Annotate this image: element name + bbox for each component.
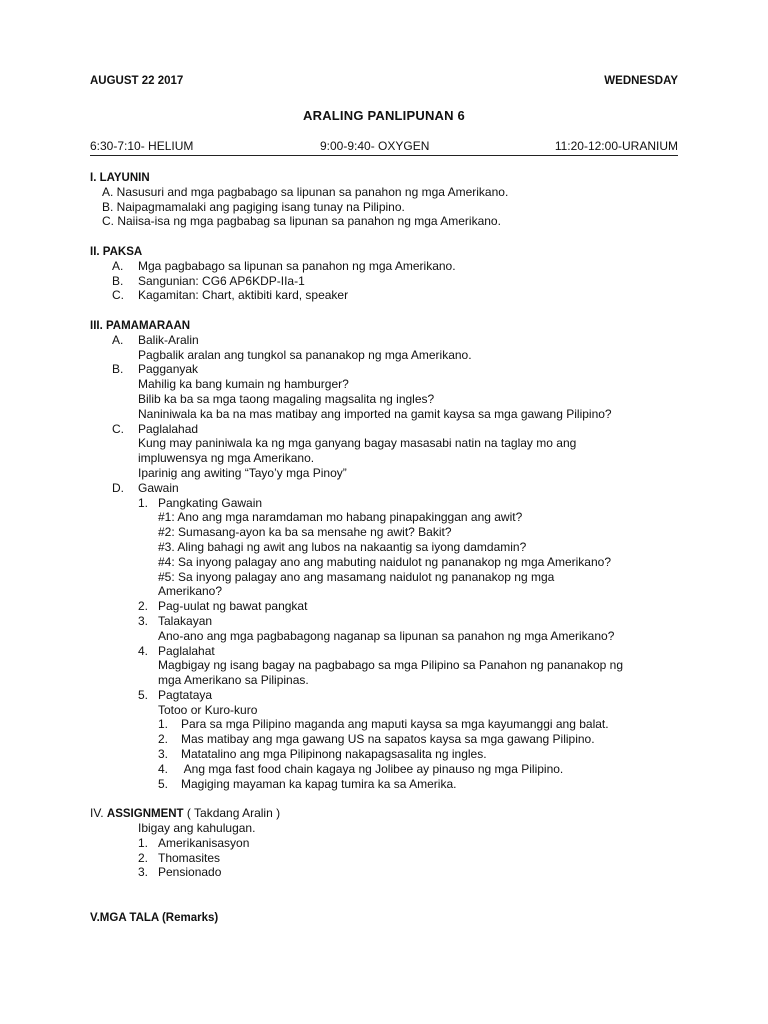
line-text: B. Naipagmamalaki ang pagiging isang tunay na Pilipino. (102, 199, 405, 214)
content-line (90, 451, 690, 466)
content-line (90, 865, 690, 880)
content-line (90, 821, 690, 836)
list-marker: 4. (158, 761, 169, 776)
content-line (90, 259, 690, 274)
line-text: Pensionado (158, 865, 222, 880)
line-text: Pagbalik aralan ang tungkol sa pananakop ng mga Amerikano. (138, 347, 472, 362)
content-line (90, 185, 690, 200)
content-line (90, 422, 690, 437)
section-heading (90, 170, 690, 185)
content-line (90, 732, 690, 747)
line-text: A. Nasusuri and mga pagbabago sa lipunan sa panahon ng mga Amerikano. (102, 184, 509, 199)
line-text: III. PAMAMARAAN (90, 319, 191, 332)
list-marker: 3. (158, 747, 169, 762)
list-marker: B. (112, 362, 124, 377)
line-text: Kung may paniniwala ka ng mga ganyang bagay masasabi natin na taglay mo ang (138, 436, 577, 451)
content-line (90, 436, 690, 451)
line-text: C. Naiisa-isa ng mga pagbabag sa lipunan sa panahon ng mga Amerikano. (102, 214, 501, 229)
line-text: #5: Sa inyong palagay ano ang masamang naidulot ng pananakop ng mga (158, 569, 555, 584)
content-line (90, 496, 690, 511)
section-heading: ASSIGNMENT (106, 808, 184, 821)
line-text: V.MGA TALA (Remarks) (90, 911, 219, 924)
content-line (90, 481, 690, 496)
content-line (90, 644, 690, 659)
day-label: WEDNESDAY (604, 75, 678, 87)
lesson-content (90, 170, 690, 925)
content-line (90, 599, 690, 614)
blank-line (90, 880, 690, 895)
content-line (90, 570, 690, 585)
line-text: Para sa mga Pilipino maganda ang maputi kaysa sa mga kayumanggi ang balat. (181, 717, 609, 732)
list-marker: C. (112, 288, 124, 303)
line-text: Talakayan (158, 613, 213, 628)
content-line (90, 362, 690, 377)
line-text: Ano-ano ang mga pagbabagong naganap sa lipunan sa panahon ng mga Amerikano? (158, 628, 615, 643)
blank-line (90, 229, 690, 244)
line-text: #2: Sumasang-ayon ka ba sa mensahe ng awit? Bakit? (158, 525, 452, 540)
line-text: II. PAKSA (90, 245, 143, 258)
content-line (90, 836, 690, 851)
list-marker: 1. (138, 495, 149, 510)
content-line (90, 555, 690, 570)
line-text: Amerikanisasyon (158, 835, 250, 850)
line-text: Bilib ka ba sa mga taong magaling magsalita ng ingles? (138, 391, 435, 406)
line-text: Mga pagbabago sa lipunan sa panahon ng mga Amerikano. (138, 258, 456, 273)
content-line (90, 525, 690, 540)
line-text: Pangkating Gawain (158, 495, 263, 510)
content-line (90, 673, 690, 688)
list-marker: D. (112, 480, 124, 495)
content-line (90, 777, 690, 792)
section-suffix: ( Takdang Aralin ) (183, 806, 281, 821)
line-text: Mahilig ka bang kumain ng hamburger? (138, 377, 349, 392)
list-marker: 1. (138, 835, 149, 850)
line-text: Magbigay ng isang bagay na pagbabago sa mga Pilipino sa Panahon ng pananakop ng (158, 658, 624, 673)
line-text: Amerikano? (158, 584, 223, 599)
list-marker: 3. (138, 613, 149, 628)
content-line (90, 717, 690, 732)
schedule-slot: 11:20-12:00-URANIUM (554, 139, 678, 153)
content-line (90, 214, 690, 229)
content-line (90, 806, 690, 821)
line-text: Thomasites (158, 850, 221, 865)
content-line (90, 288, 690, 303)
page-title: ARALING PANLIPUNAN 6 (303, 108, 465, 123)
content-line (90, 762, 690, 777)
content-line (90, 851, 690, 866)
content-line (90, 688, 690, 703)
content-line (90, 747, 690, 762)
section-heading (90, 910, 690, 925)
list-marker: 4. (138, 643, 149, 658)
list-marker: C. (112, 421, 124, 436)
content-line (90, 377, 690, 392)
blank-line (90, 895, 690, 910)
line-text: Matatalino ang mga Pilipinong nakapagsasalita ng ingles. (181, 747, 487, 762)
line-text: Iparinig ang awiting “Tayo’y mga Pinoy” (138, 465, 347, 480)
line-text: Mas matibay ang mga gawang US na sapatos kaysa sa mga gawang Pilipino. (181, 732, 595, 747)
list-marker: 2. (158, 732, 169, 747)
list-marker: 5. (138, 687, 149, 702)
line-text: mga Amerikano sa Pilipinas. (158, 673, 309, 688)
list-marker: 3. (138, 865, 149, 880)
line-text: Paglalahad (138, 421, 199, 436)
content-line (90, 584, 690, 599)
list-marker: A. (112, 258, 124, 273)
line-text: Pagganyak (138, 362, 199, 377)
line-text: impluwensya ng mga Amerikano. (138, 451, 315, 466)
line-text: #1: Ano ang mga naramdaman mo habang pinapakinggan ang awit? (158, 510, 523, 525)
line-text: Sangunian: CG6 AP6KDP-IIa-1 (138, 273, 305, 288)
blank-line (90, 791, 690, 806)
list-marker: 5. (158, 776, 169, 791)
content-line (90, 466, 690, 481)
line-text: Magiging mayaman ka kapag tumira ka sa Amerika. (181, 776, 457, 791)
section-heading (90, 244, 690, 259)
content-line (90, 540, 690, 555)
line-text: Balik-Aralin (138, 332, 199, 347)
list-marker: A. (112, 332, 124, 347)
content-line (90, 629, 690, 644)
line-text: Pagtataya (158, 687, 213, 702)
line-text: Gawain (138, 480, 179, 495)
content-line (90, 510, 690, 525)
list-marker: 2. (138, 599, 149, 614)
content-line (90, 200, 690, 215)
list-marker: B. (112, 273, 124, 288)
header-row (90, 75, 678, 87)
content-line (90, 658, 690, 673)
content-line (90, 348, 690, 363)
schedule-row (90, 139, 678, 156)
line-text: Paglalahat (158, 643, 215, 658)
content-line (90, 614, 690, 629)
list-marker: 1. (158, 717, 169, 732)
content-line (90, 274, 690, 289)
list-marker: 2. (138, 850, 149, 865)
line-text: Ibigay ang kahulugan. (138, 821, 256, 836)
line-text: #3. Aling bahagi ng awit ang lubos na nakaantig sa iyong damdamin? (158, 539, 527, 554)
line-text: Kagamitan: Chart, aktibiti kard, speaker (138, 288, 349, 303)
line-text: Totoo or Kuro-kuro (158, 702, 258, 717)
date-label: AUGUST 22 2017 (90, 75, 184, 87)
line-text: Naniniwala ka ba na mas matibay ang imported na gamit kaysa sa mga gawang Pilipino? (138, 406, 612, 421)
line-text: Ang mga fast food chain kagaya ng Jolibee ay pinauso ng mga Pilipino. (181, 761, 564, 776)
schedule-slot: 6:30-7:10- HELIUM (90, 139, 194, 153)
schedule-slot: 9:00-9:40- OXYGEN (320, 139, 430, 153)
content-line (90, 333, 690, 348)
line-text: I. LAYUNIN (90, 172, 150, 184)
content-line (90, 407, 690, 422)
line-text: #4: Sa inyong palagay ano ang mabuting naidulot ng pananakop ng mga Amerikano? (158, 554, 612, 569)
section-heading (90, 318, 690, 333)
blank-line (90, 303, 690, 318)
content-line (90, 392, 690, 407)
content-line (90, 703, 690, 718)
line-text: Pag-uulat ng bawat pangkat (158, 599, 308, 614)
section-prefix: IV. (90, 806, 107, 821)
